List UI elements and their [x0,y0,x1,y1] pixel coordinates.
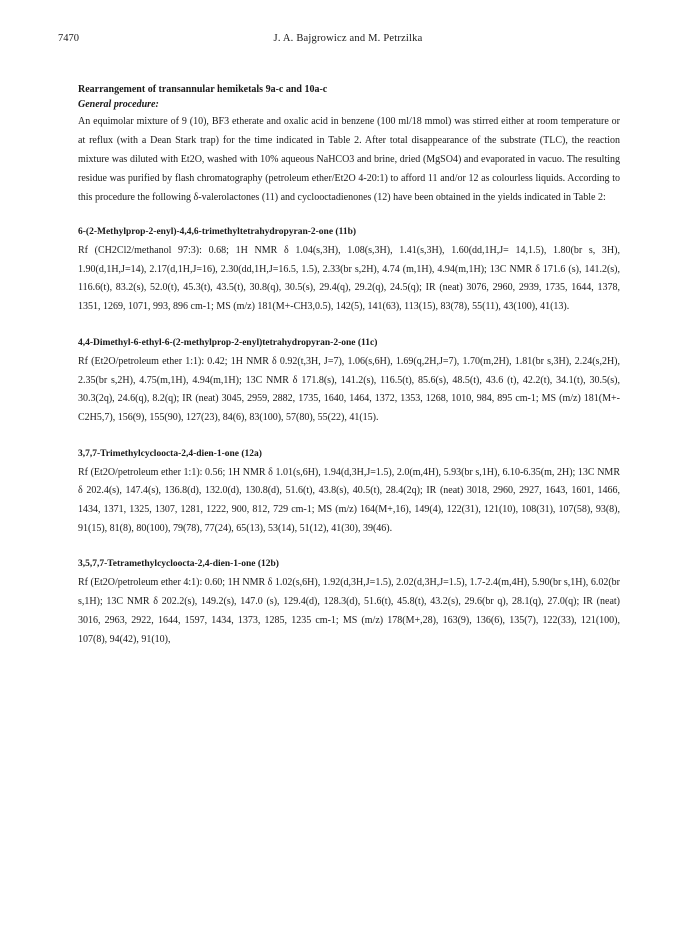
experimental-section [78,82,620,649]
compound-title: 6-(2-Methylprop-2-enyl)-4,4,6-trimethyltetrahydropyran-2-one (11b) [78,227,357,237]
compound-characterization: Rf (Et2O/petroleum ether 1:1): 0.56; 1H NMR δ 1.01(s,6H), 1.94(d,3H,J=1.5), 2.0(m,4H), 5.93(br s,1H), 6.10-6.35(m, 2H); 13C NMR δ 202.4(s), 147.4(s), 136.8(d), 132.0(d), 130.8(d), 51.6(t), 43.8(s), 40.5(t), 28.4(2q); IR (neat) 3018, 2960, 2927, 1643, 1601, 1466, 1434, 1371, 1325, 1307, 1281, 1222, 900, 812, 729 cm-1; MS (m/z) 164(M+,16), 149(4), 122(31), 121(10), 108(31), 107(58), 93(8), 91(15), 81(8), 80(100), 79(78), 77(24), 65(13), 53(14), 51(12), 41(30), 39(46). [78,466,620,534]
compound-characterization: Rf (CH2Cl2/methanol 97:3): 0.68; 1H NMR δ 1.04(s,3H), 1.08(s,3H), 1.41(s,3H), 1.60(dd,1H,J= 14,1.5), 1.80(br s, 3H), 1.90(d,1H,J=14), 2.17(d,1H,J=16), 2.30(dd,1H,J=16.5, 1.5), 2.33(br s,2H), 4.74 (m,1H), 4.94(m,1H); 13C NMR δ 171.6 (s), 141.2(s), 116.6(t), 83.2(s), 52.0(t), 45.3(t), 43.5(t), 30.8(q), 30.5(s), 29.4(q), 29.2(q), 24.5(q); IR (neat) 3076, 2960, 2939, 1735, 1644, 1378, 1351, 1269, 1071, 993, 896 cm-1; MS (m/z) 181(M+-CH3,0.5), 142(5), 141(63), 113(15), 83(78), 55(11), 43(100), 41(13). [78,245,620,313]
general-procedure-paragraph: An equimolar mixture of 9 (10), BF3 etherate and oxalic acid in benzene (100 ml/18 mmol) was stirred either at room temperature or at reflux (with a Dean Stark trap) for the time indicated in Table 2. After total disappearance of the substrate (TLC), the reaction mixture was diluted with Et2O, washed with 10% aqueous NaHCO3 and brine, dried (MgSO4) and evaporated in vacuo. The resulting residue was purified by flash chromatography (petroleum ether/Et2O 4-20:1) to afford 11 and/or 12 as colourless liquids. According to this procedure the following δ-valerolactones (11) and cyclooctadienones (12) have been obtained in the yields indicated in Table 2: [78,116,620,203]
compound-entry-11c [78,335,620,428]
section-subtitle: General procedure: [78,99,159,110]
section-title: Rearrangement of transannular hemiketals 9a-c and 10a-c [78,84,328,95]
compound-characterization: Rf (Et2O/petroleum ether 4:1): 0.60; 1H NMR δ 1.02(s,6H), 1.92(d,3H,J=1.5), 2.02(d,3H,J=1.5), 1.7-2.4(m,4H), 5.90(br s,1H), 6.02(br s,1H); 13C NMR δ 202.2(s), 149.2(s), 147.0 (s), 129.4(d), 128.3(d), 51.6(t), 45.8(t), 43.2(s), 29.6(br q), 28.1(q), 27.0(q); IR (neat) 3016, 2963, 2922, 1644, 1597, 1434, 1373, 1285, 1235 cm-1; MS (m/z) 178(M+,28), 163(9), 136(6), 135(7), 122(33), 121(100), 107(8), 94(42), 91(10), [78,577,620,645]
compound-characterization: Rf (Et2O/petroleum ether 1:1): 0.42; 1H NMR δ 0.92(t,3H, J=7), 1.06(s,6H), 1.69(q,2H,J=7), 1.70(m,2H), 1.81(br s,3H), 2.24(s,2H), 2.35(br s,2H), 4.75(m,1H), 4.94(m,1H); 13C NMR δ 171.8(s), 141.2(s), 116.5(t), 85.6(s), 48.5(t), 43.6 (t), 42.2(t), 34.1(t), 30.5(s), 30.3(2q), 24.6(q), 8.2(q); IR (neat) 3045, 2959, 2882, 1735, 1640, 1464, 1372, 1353, 1268, 1010, 984, 895 cm-1; MS (m/z) 181(M+-C2H5,7), 156(9), 155(90), 127(23), 84(6), 83(100), 57(80), 55(22), 41(15). [78,355,620,423]
compound-title: 3,5,7,7-Tetramethylcycloocta-2,4-dien-1-one (12b) [78,559,279,570]
running-header [58,33,638,49]
page-number: 7470 [58,33,79,44]
compound-entry-12b [78,556,620,649]
running-head-authors: J. A. Bajgrowicz and M. Petrzilka [273,33,423,44]
compound-title: 3,7,7-Trimethylcycloocta-2,4-dien-1-one (12a) [78,448,262,459]
compound-entry-11b [78,224,620,317]
compound-title: 4,4-Dimethyl-6-ethyl-6-(2-methylprop-2-enyl)tetrahydropyran-2-one (11c) [78,337,378,348]
compound-entry-12a [78,446,620,539]
